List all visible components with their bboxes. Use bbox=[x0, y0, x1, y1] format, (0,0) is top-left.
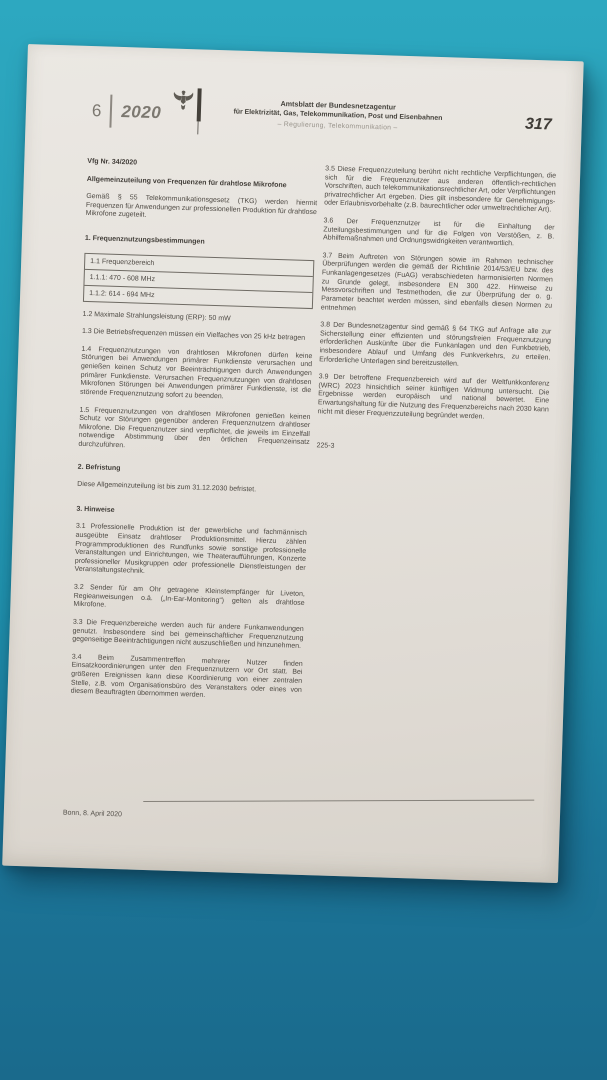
document-page bbox=[2, 44, 584, 883]
place-date: Bonn, 8. April 2020 bbox=[62, 809, 123, 819]
para-3-4: 3.4 Beim Zusammentreffen mehrerer Nutzer finden Einsatzkoordinierungen unter den Frequenznutzern vor Ort statt. Bei größeren Ereignissen kann diese Koordinierung von einer zentralen Stelle, z.B. vom Organisationsbüro des Veranstalters oder eines von diesem Beauftragten übernommen werden. bbox=[70, 653, 303, 700]
para-2: Diese Allgemeinzuteilung ist bis zum 31.12.2030 befristet. bbox=[77, 480, 257, 494]
para-1-5: 1.5 Frequenznutzungen von drahtlosen Mikrofonen genießen keinen Schutz vor Störungen gegenüber anderen Frequenznutzern drahtloser Mikrofone. Die Frequenznutzer sind verpflichtet, die jeweils im Einzelfall notwendige Abstimmung über den örtlichen Frequenzeinsatz durchzuführen. bbox=[78, 406, 311, 450]
table-row-band-2: 1.1.2: 614 - 694 MHz bbox=[89, 289, 155, 299]
para-3-6: 3.6 Der Frequenznutzer ist für die Einhaltung der Zuteilungsbestimmungen und für die Folgen von Verstößen, z. B. Abhilfemaßnahmen und Ordnungswidrigkeiten verantwortlich. bbox=[322, 217, 555, 248]
page-number: 317 bbox=[524, 115, 552, 134]
frequency-table bbox=[83, 253, 314, 309]
para-3-1: 3.1 Professionelle Produktion ist der gewerbliche und fachmännisch ausgeübte Einsatz drahtloser Produktionsmittel. Hierzu zählen Programmproduktionen des Rundfunks sowie sonstige professionelle Veranstaltungen und Einrichtungen, wie Theateraufführungen, Konzerte professioneller Musikgruppen oder professionelle Dienstleistungen der Veranstaltungstechnik. bbox=[74, 523, 307, 576]
left-column bbox=[70, 158, 318, 713]
section-3-heading: 3. Hinweise bbox=[76, 505, 115, 514]
masthead bbox=[224, 97, 453, 133]
para-3-9: 3.9 Der betroffene Frequenzbereich wird auf der Weltfunkkonferenz (WRC) 2023 hinsichtlich seiner künftigen Widmung untersucht. Die Ergebnisse werden europäisch und national bewertet. Eine Erwartungshaltung für die Nutzung des Frequenzbereichs nach 2030 kann nicht mit dieser Frequenzzuteilung begründet werden. bbox=[317, 373, 550, 421]
footer-rule bbox=[143, 800, 534, 802]
para-1-2: 1.2 Maximale Strahlungsleistung (ERP): 50 mW bbox=[82, 310, 231, 323]
para-1-4: 1.4 Frequenznutzungen von drahtlosen Mikrofonen dürfen keine Störungen bei Anwendungen primärer Funkdienste verursachen und genießen keinen Schutz vor Beeinträchtigungen durch Anwendungen primärer Funkdienste. Verursachen Frequenznutzungen von drahtlosen Mikrofonen Störungen bei Anwendungen primärer Funkdienste, ist die störende Frequenznutzung sofort zu beenden. bbox=[79, 345, 313, 401]
document-code: 225-3 bbox=[316, 442, 335, 451]
para-3-2: 3.2 Sender für am Ohr getragene Kleinstempfänger für Liveton, Regieanweisungen o.ä. („In-Ear-Monitoring“) gelten als drahtlose Mikrofone. bbox=[73, 583, 305, 610]
para-3-3: 3.3 Die Frequenzbereiche werden auch für andere Funkanwendungen genutzt. Insbesondere sind bei gemeinschaftlicher Frequenznutzung gegenseitige Beeinträchtigungen nicht auszuschließen und hinzunehmen. bbox=[72, 618, 304, 650]
intro-paragraph: Gemäß § 55 Telekommunikationsgesetz (TKG) werden hiermit Frequenzen für Anwendungen zur professionellen Produktion für drahtlose Mikrofone zugeteilt. bbox=[85, 193, 318, 220]
issue-divider bbox=[110, 95, 113, 128]
decree-number: Vfg Nr. 34/2020 bbox=[87, 157, 138, 167]
para-3-8: 3.8 Der Bundesnetzagentur sind gemäß § 64 TKG auf Anfrage alle zur Sicherstellung einer effizienten und störungsfreien Frequenznutzung erforderlichen Auskünfte über die Funkanlagen und den Funkbetrieb, insbesondere Ablauf und Umfang des Funkverkehrs, zu erteilen. Erforderliche Unterlagen sind bereitzustellen. bbox=[319, 321, 552, 368]
table-row-band-1: 1.1.1: 470 - 608 MHz bbox=[84, 270, 312, 293]
para-3-7: 3.7 Beim Auftreten von Störungen sowie im Rahmen technischer Überprüfungen werden die gemäß der Richtlinie 2014/53/EU bzw. des Funkanlagengesetzes (FuAG) verabschiedeten harmonisierten Normen zu Grunde gelegt, insbesondere EN 300 422. Hinweise zu Messvorschriften und Testmethoden, die zur Überprüfung der o. g. Parameter beachtet werden müssen, sind ebenfalls diesen Normen zu entnehmen bbox=[320, 252, 554, 312]
header-divider-bar bbox=[197, 88, 202, 121]
para-3-5: 3.5 Diese Frequenzzuteilung berührt nicht rechtliche Verpflichtungen, die sich für die Frequenznutzer aus anderen öffentlich-rechtlichen Vorschriften, auch telekommunikationsrechtlicher Art, oder Verpflichtungen privatrechtlicher Art ergeben. Dies gilt insbesondere für Genehmigungs- oder Erlaubnisvorbehalte (z.B. baurechtlicher oder umweltrechtlicher Art). bbox=[324, 165, 557, 214]
issue-block bbox=[91, 94, 161, 129]
decree-title: Allgemeinzuteilung von Frequenzen für drahtlose Mikrofone bbox=[86, 175, 287, 189]
issue-year: 2020 bbox=[121, 101, 162, 122]
right-column bbox=[308, 165, 556, 720]
section-1-heading: 1. Frequenznutzungsbestimmungen bbox=[84, 234, 205, 246]
gazette-title-line2: für Elektrizität, Gas, Telekommunikation, Post und Eisenbahnen bbox=[233, 107, 443, 122]
issue-number: 6 bbox=[91, 100, 102, 120]
table-row-frequenzbereich: 1.1 Frequenzbereich bbox=[85, 254, 313, 277]
document-body bbox=[70, 158, 556, 720]
para-1-3: 1.3 Die Betriebsfrequenzen müssen ein Vielfaches von 25 kHz betragen bbox=[81, 328, 306, 343]
gazette-title: Amtsblatt der Bundesnetzagentur bbox=[280, 98, 397, 112]
section-2-heading: 2. Befristung bbox=[77, 463, 121, 472]
gazette-section-label: – Regulierung, Telekommunikation – bbox=[277, 120, 398, 132]
federal-eagle-icon bbox=[172, 87, 195, 115]
